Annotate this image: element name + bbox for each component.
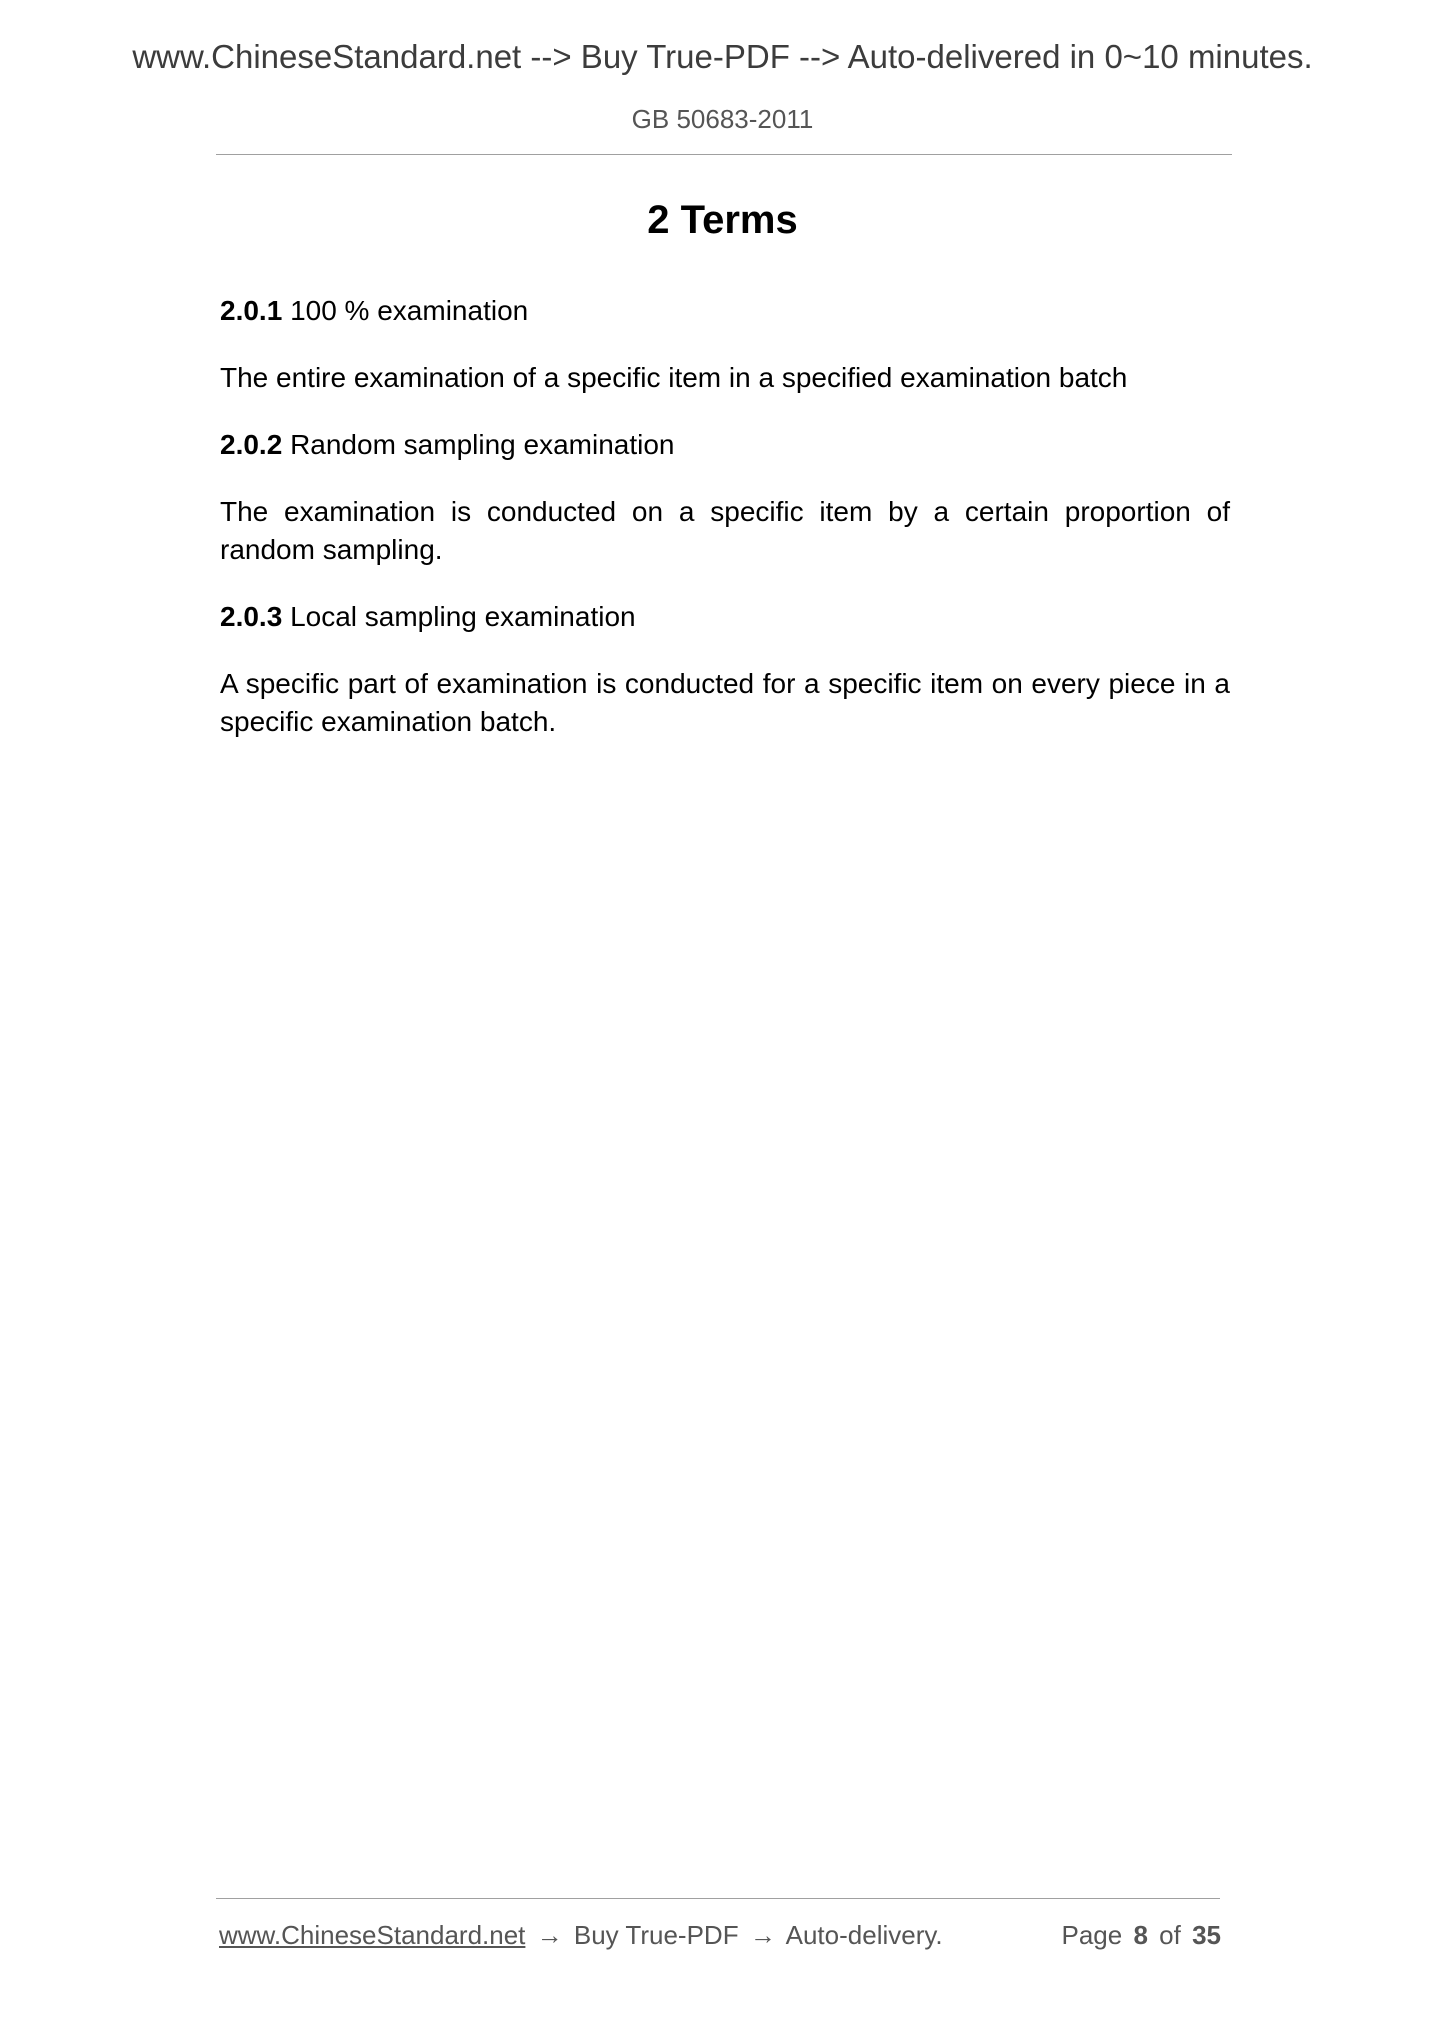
page-footer bbox=[219, 1920, 1225, 1951]
total-pages: 35 bbox=[1192, 1920, 1221, 1950]
header-divider bbox=[216, 154, 1232, 155]
page-indicator bbox=[1061, 1920, 1225, 1951]
term-definition: The examination is conducted on a specific item by a certain proportion of random sampling. bbox=[220, 496, 1230, 565]
term-definition: A specific part of examination is conducted for a specific item on every piece in a specific examination batch. bbox=[220, 668, 1230, 737]
arrow-right-icon: → bbox=[536, 1920, 563, 1950]
term-number: 2.0.2 bbox=[220, 429, 283, 460]
term-number: 2.0.1 bbox=[220, 295, 283, 326]
arrow-right-icon: → bbox=[749, 1920, 776, 1950]
page-number: 8 bbox=[1133, 1920, 1148, 1950]
of-label: of bbox=[1159, 1920, 1181, 1950]
footer-delivery-text: Auto-delivery. bbox=[785, 1920, 943, 1950]
page-label: Page bbox=[1061, 1920, 1123, 1950]
term-name: 100 % examination bbox=[290, 295, 529, 326]
term-heading bbox=[220, 292, 1230, 330]
footer-buy-text: Buy True-PDF bbox=[573, 1920, 739, 1950]
standard-code: GB 50683-2011 bbox=[631, 104, 814, 134]
term-heading bbox=[220, 598, 1230, 636]
terms-content bbox=[220, 292, 1230, 770]
term-heading bbox=[220, 426, 1230, 464]
term-name: Local sampling examination bbox=[290, 601, 636, 632]
footer-divider bbox=[216, 1898, 1220, 1899]
top-banner: www.ChineseStandard.net --> Buy True-PDF --> Auto-delivered in 0~10 minutes. bbox=[132, 38, 1313, 75]
chapter-title: 2 Terms bbox=[647, 198, 798, 242]
term-definition: The entire examination of a specific item in a specified examination batch bbox=[220, 362, 1128, 393]
footer-site-link[interactable]: www.ChineseStandard.net bbox=[219, 1920, 526, 1950]
term-name: Random sampling examination bbox=[290, 429, 675, 460]
term-number: 2.0.3 bbox=[220, 601, 283, 632]
